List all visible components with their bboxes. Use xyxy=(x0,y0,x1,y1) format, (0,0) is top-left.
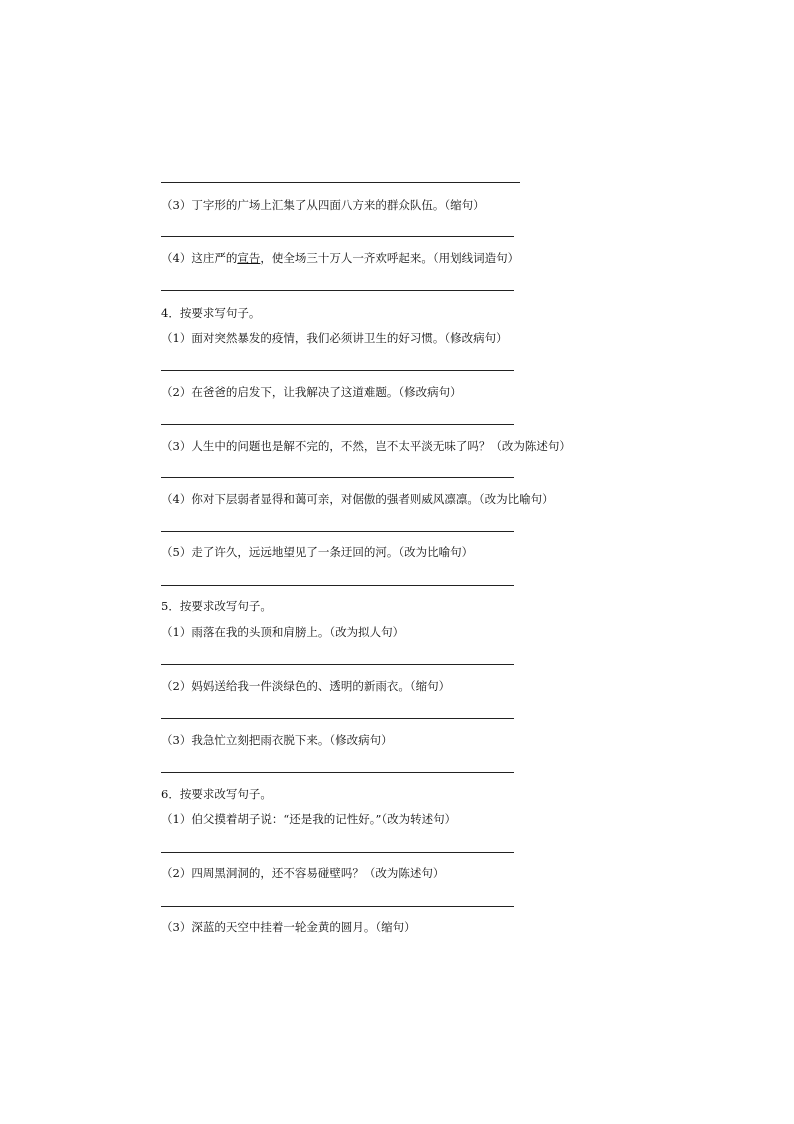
question-6-item-1: （1）伯父摸着胡子说：“还是我的记性好。”（改为转述句） xyxy=(161,812,457,826)
question-6-item-2: （2）四周黑洞洞的，还不容易碰壁吗？（改为陈述句） xyxy=(161,866,445,880)
answer-line[interactable] xyxy=(161,531,514,532)
answer-line[interactable] xyxy=(161,182,520,183)
item-text: ，使全场三十万人一齐欢呼起来。（用划线词造句） xyxy=(260,251,520,265)
question-5-item-2: （2）妈妈送给我一件淡绿色的、透明的新雨衣。（缩句） xyxy=(161,679,451,693)
question-3-item-4 xyxy=(161,251,519,265)
answer-line[interactable] xyxy=(161,852,514,853)
answer-line[interactable] xyxy=(161,906,514,907)
question-4-item-3: （3）人生中的问题也是解不完的，不然，岂不太平淡无味了吗？（改为陈述句） xyxy=(161,439,571,453)
answer-line[interactable] xyxy=(161,370,514,371)
answer-line[interactable] xyxy=(161,718,514,719)
question-3-item-3: （3）丁字形的广场上汇集了从四面八方来的群众队伍。（缩句） xyxy=(161,198,485,212)
answer-line[interactable] xyxy=(161,424,514,425)
answer-line[interactable] xyxy=(161,585,514,586)
question-5-title: 5．按要求改写句子。 xyxy=(161,599,272,613)
question-4-item-2: （2）在爸爸的启发下，让我解决了这道难题。（修改病句） xyxy=(161,385,462,399)
question-4-item-4: （4）你对下层弱者显得和蔼可亲，对倨傲的强者则威风凛凛。（改为比喻句） xyxy=(161,492,554,506)
question-6-item-3: （3）深蓝的天空中挂着一轮金黄的圆月。（缩句） xyxy=(161,920,416,934)
answer-line[interactable] xyxy=(161,236,514,237)
question-4-item-1: （1）面对突然暴发的疫情，我们必须讲卫生的好习惯。（修改病句） xyxy=(161,331,508,345)
answer-line[interactable] xyxy=(161,664,514,665)
item-text: （4）这庄严的 xyxy=(161,251,238,265)
answer-line[interactable] xyxy=(161,477,514,478)
answer-line[interactable] xyxy=(161,290,514,291)
question-4-item-5: （5）走了许久，远远地望见了一条迂回的河。（改为比喻句） xyxy=(161,545,474,559)
question-6-title: 6．按要求改写句子。 xyxy=(161,787,272,801)
question-5-item-1: （1）雨落在我的头顶和肩膀上。（改为拟人句） xyxy=(161,625,405,639)
question-5-item-3: （3）我急忙立刻把雨衣脱下来。（修改病句） xyxy=(161,733,393,747)
answer-line[interactable] xyxy=(161,772,514,773)
question-4-title: 4．按要求写句子。 xyxy=(161,306,261,320)
underlined-word: 宣告 xyxy=(237,251,261,265)
